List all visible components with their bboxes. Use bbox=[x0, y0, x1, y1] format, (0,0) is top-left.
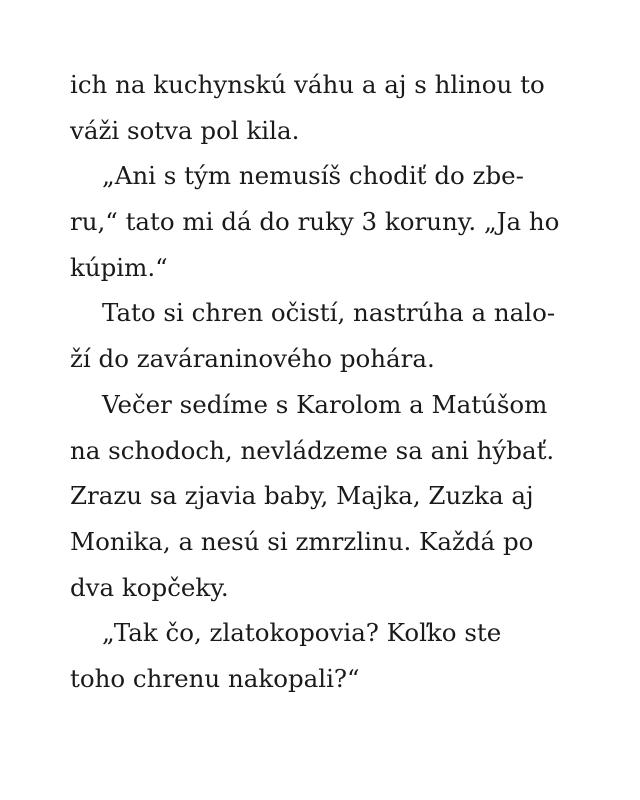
text-line-13: „Tak čo, zlatokopovia? Koľko ste bbox=[102, 618, 502, 648]
text-line-9: na schodoch, nevládzeme sa ani hýbať. bbox=[70, 435, 555, 465]
text-line-3: „Ani s tým nemusíš chodiť do zbe- bbox=[102, 161, 524, 191]
text-line-5: kúpim.“ bbox=[70, 252, 168, 282]
text-line-11: Monika, a nesú si zmrzlinu. Každá po bbox=[70, 526, 534, 556]
text-line-8: Večer sedíme s Karolom a Matúšom bbox=[102, 389, 548, 419]
text-line-4: ru,“ tato mi dá do ruky 3 koruny. „Ja ho bbox=[70, 207, 560, 237]
text-line-14: toho chrenu nakopali?“ bbox=[70, 663, 360, 693]
text-line-1: ich na kuchynskú váhu a aj s hlinou to bbox=[70, 70, 545, 99]
text-line-12: dva kopčeky. bbox=[70, 572, 229, 602]
text-line-10: Zrazu sa zjavia baby, Majka, Zuzka aj bbox=[70, 481, 534, 511]
text-line-2: váži sotva pol kila. bbox=[70, 115, 300, 145]
text-line-7: ží do zaváraninového pohára. bbox=[70, 344, 435, 374]
text-line-6: Tato si chren očistí, nastrúha a nalo- bbox=[102, 298, 556, 328]
book-page-text bbox=[70, 62, 590, 702]
